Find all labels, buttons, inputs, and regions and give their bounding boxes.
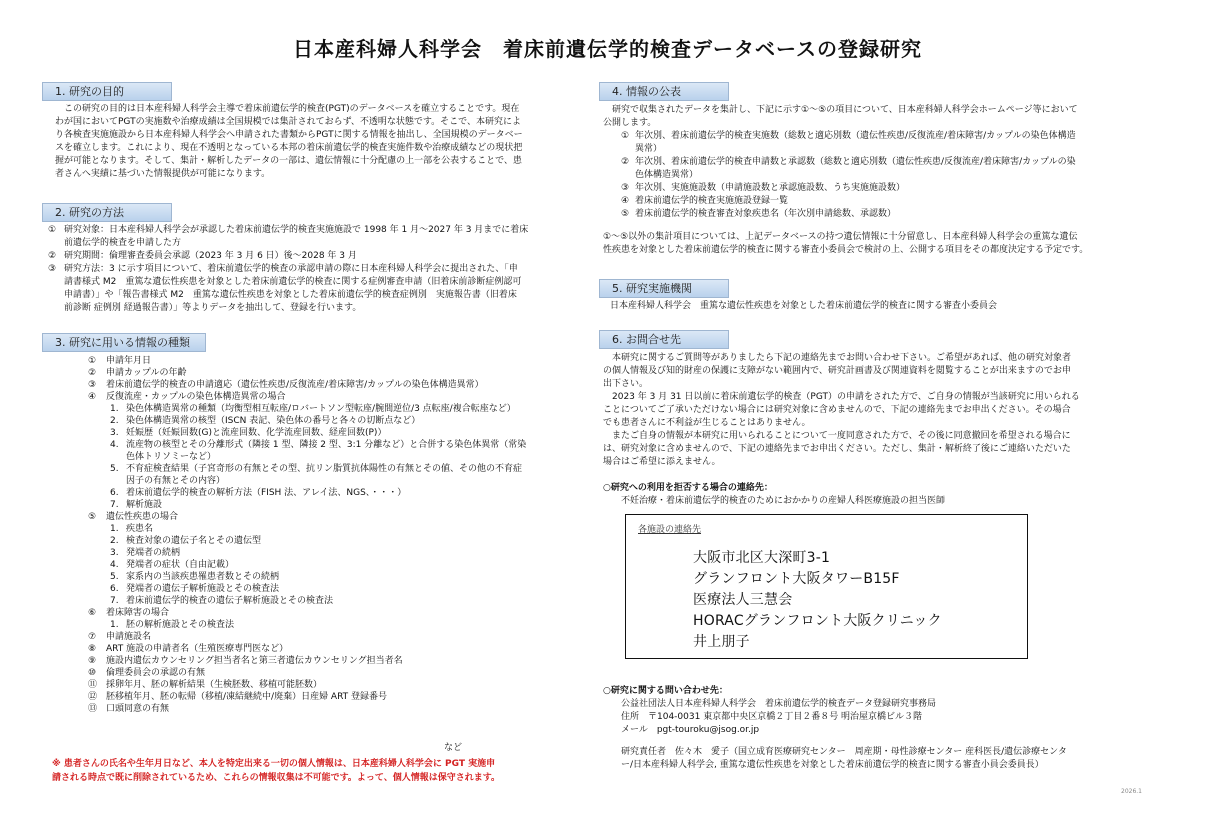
s3-item [88,655,598,667]
s3-subitem [88,451,598,463]
address-line: 大阪市北区大深町3-1 [693,550,831,566]
s6-line: の個人情報及び知的財産の保護に支障がない範囲内で、研究計画書及び関連資料を閲覧することが出来ますのでお申 [603,366,1071,376]
s4-item-line: 着床前遺伝学的検査実施施設登録一覧 [635,196,789,206]
s4-item-line: 色体構造異常） [635,170,699,180]
s4-items [603,130,1163,221]
s3-item [88,631,598,643]
s4-item [621,208,1163,221]
s6-line: 本研究に関するご質問等がありましたら下記の連絡先までお問い合わせ下さい。ご希望があれば、他の研究対象者 [612,353,1072,363]
s4-item-line: 着床前遺伝学的検査審査対象疾患名（年次別申請総数、承認数） [635,209,897,219]
s6-line: ことについてご了承いただけない場合には研究対象に含めませんので、下記の連絡先までお申出ください。その場合 [603,405,1071,415]
principal-investigator [621,746,1166,772]
section-4-body [603,104,1163,257]
s4-item-number: ④ [621,196,630,206]
s3-item-text: 発端者の症状（自由記載） [126,560,235,570]
s3-item-text: 染色体構造異常の核型（ISCN 表記、染色体の番号と各々の切断点など） [126,416,421,426]
s3-item-number: 2. [110,416,119,426]
s3-subitem [88,403,598,415]
s3-item-number: ⑥ [88,608,97,618]
s3-item-number: ③ [88,380,97,390]
s6-line: でも患者さんに不利益が生じることはありません。 [603,418,811,428]
section-6-heading: 6. お問合せ先 [599,330,729,349]
s3-item-number [110,451,126,463]
s6-line: 出下さい。 [603,379,649,389]
s6-line: またご自身の情報が本研究に用いられることについて一度同意された方で、その後に同意撤回を希望される場合に [612,431,1071,441]
s3-item-text: 疾患名 [126,524,154,534]
s3-item-text: 検査対象の遺伝子名とその遺伝型 [126,536,262,546]
s1-line: 握が可能となります。そして、集計・解析したデータの一部は、遺伝情報に十分配慮の上一部を公表することで、患 [55,156,522,166]
s3-item [88,607,598,619]
s3-item-text: 反復流産・カップルの染色体構造異常の場合 [106,392,286,402]
s3-item-number: ⑩ [88,668,97,678]
s3-item-text: 着床障害の場合 [106,608,170,618]
address-line: グランフロント大阪タワーB15F [693,571,900,587]
address-line: HORACグランフロント大阪クリニック [693,613,942,629]
s3-item-number: ① [88,356,97,366]
s3-subitem [88,619,598,631]
s3-item-text: 発端者の続柄 [126,548,181,558]
s2-item [48,263,596,315]
s3-subitem [88,571,598,583]
s3-item [88,667,598,679]
s3-item-number: 1. [110,524,119,534]
section-3-list [88,355,598,715]
s3-item-number [110,475,126,487]
s4-item-number: ① [621,131,630,141]
s6-line: 場合はご希望に添えません。 [603,457,721,467]
s3-item [88,679,598,691]
s3-item-text: 口頭同意の有無 [106,704,170,714]
refuse-subtitle: 不妊治療・着床前遺伝学的検査のためにおかかりの産婦人科医療施設の担当医師 [621,496,946,506]
s4-item [621,156,1163,182]
s3-item-number: ⑬ [88,704,98,714]
section-6-body [603,352,1168,469]
s1-line: わが国においてPGTの実施数や治療成績は全国規模では集計されておらず、不透明な状態です。そこで、本研究によ [55,117,521,127]
s2-item-line: 研究期間：倫理審査委員会承認（2023 年 3 月 6 日）後～2028 年 3 月 [64,251,357,261]
footer-code: 2026.1 [1121,788,1142,795]
pi-line: ー/日本産科婦人科学会, 重篤な遺伝性疾患を対象とした着床前遺伝学的検査に関する審査小員会委員長） [621,760,1044,770]
s2-item-line: 前遺伝学的検査を申請した方 [64,238,182,248]
s3-item-text: 遺伝性疾患の場合 [106,512,179,522]
s2-item-line: 研究対象：日本産科婦人科学会が承認した着床前遺伝学的検査実施施設で 1998 年 1 月～2027 年 3 月までに着床 [64,225,529,235]
section-5-text: 日本産科婦人科学会 重篤な遺伝性疾患を対象とした着床前遺伝学的検査に関する審査小委員会 [610,301,998,311]
inquiry-title: ○研究に関する問い合わせ先： [603,686,728,696]
s3-item-number: 4. [110,560,119,570]
s4-item [621,182,1163,195]
s2-item [48,224,596,250]
s2-item-line: 研究方法：3 に示す項目について、着床前遺伝学的検査の承認申請の際に日本産科婦人科学会に提出された、「申 [64,264,518,274]
s3-subitem [88,595,598,607]
s3-item [88,367,598,379]
inquiry-line: 公益社団法人日本産科婦人科学会 着床前遺伝学的検査データ登録研究事務局 [621,699,937,709]
s1-line: この研究の目的は日本産科婦人科学会主導で着床前遺伝学的検査(PGT)のデータベースを確立することです。現在 [64,104,520,114]
s4-item-line: 年次別、着床前遺伝学的検査実施数（総数と適応別数（遺伝性疾患/反復流産/着床障害/カップルの染色体構造 [635,131,1076,141]
s3-item-number: ⑨ [88,656,97,666]
refuse-contact [603,482,1168,508]
s4-item-number: ⑤ [621,209,630,219]
s3-item [88,691,598,703]
s3-item-text: 発端者の遺伝子解析施設とその検査法 [126,584,280,594]
privacy-note-line: ※ 患者さんの氏名や生年月日など、本人を特定出来る一切の個人情報は、日本産科婦人科学会に PGT 実施申 [52,759,496,769]
s3-item-number: ④ [88,392,97,402]
s3-item [88,511,598,523]
s4-item-number: ② [621,157,630,167]
contact-box [625,514,1028,659]
s1-line: 者さんへ実績に基づいた情報提供が可能になります。 [55,169,271,179]
s3-subitem [88,475,598,487]
s3-item-number: 1. [110,620,119,630]
section-2-body [48,224,596,315]
s3-item-number: ⑤ [88,512,97,522]
s4-item-line: 異常） [635,144,663,154]
s3-item-text: 染色体構造異常の種類（均衡型相互転座/ロバートソン型転座/腕間逆位/3 点転座/複合転座など） [126,404,516,414]
s3-item-number: 5. [110,572,119,582]
s3-item-text: 着床前遺伝学的検査の解析方法（FISH 法、アレイ法、NGS、・・・） [126,488,407,498]
s3-item-text: 胚の解析施設とその検査法 [126,620,235,630]
s3-item-number: ② [88,368,97,378]
s2-item-line: 前診断 症例別 経過報告書）」等よりデータを抽出して、登録を行います。 [64,303,362,313]
s3-item-text: ART 施設の申請者名（生殖医療専門医など） [106,644,289,654]
s3-item-text: 施設内遺伝カウンセリング担当者名と第三者遺伝カウンセリング担当者名 [106,656,403,666]
s4-item [621,195,1163,208]
s3-item-number: ⑫ [88,692,98,702]
s4-after-line: ①～⑤以外の集計項目については、上記データベースの持つ遺伝情報に十分留意し、日本産科婦人科学会の重篤な遺伝 [603,232,1078,242]
contact-address [693,548,942,653]
s2-item-line: 請書様式 M2 重篤な遺伝性疾患を対象とした着床前遺伝学的検査に関する症例審査申請（旧着床前診断症例認可 [64,277,522,287]
s3-item-number: 6. [110,584,119,594]
s2-item-line: 申請書）」や「報告書様式 M2 重篤な遺伝性疾患を対象とした着床前遺伝学的検査症例別 実施報告書（旧着床 [64,290,517,300]
s3-item-text: 因子の有無とその内容） [126,476,226,486]
s3-item-text: 胚移植年月、胚の転帰（移植/凍結継続中/廃棄）日産婦 ART 登録番号 [106,692,388,702]
s3-item-number: 2. [110,536,119,546]
s3-item [88,703,598,715]
s3-item-number: 7. [110,596,119,606]
s3-item-text: 色体トリソミーなど） [126,452,217,462]
s3-item-number: 3. [110,548,119,558]
s3-subitem [88,415,598,427]
s3-item-number: 3. [110,428,119,438]
s3-subitem [88,499,598,511]
s3-item-text: 流産物の核型とその分離形式（隣接 1 型、隣接 2 型、3:1 分離など）と合併する染色体異常（常染 [126,440,527,450]
s3-subitem [88,427,598,439]
s4-line: 研究で収集されたデータを集計し、下記に示す①～⑤の項目について、日本産科婦人科学会ホームページ等において [612,105,1078,115]
s3-item-text: 申請カップルの年齢 [106,368,187,378]
inquiry-email: メール pgt-touroku@jsog.or.jp [621,725,760,735]
s3-item [88,379,598,391]
s3-item-number: ⑪ [88,680,98,690]
s3-subitem [88,523,598,535]
s3-item-number: ⑧ [88,644,97,654]
s2-item [48,250,596,263]
section-4-heading: 4. 情報の公表 [599,82,729,101]
s3-subitem [88,535,598,547]
section-1-body [55,103,595,181]
s3-item-number: 4. [110,440,119,450]
s3-item-number: 1. [110,404,119,414]
privacy-note [52,757,602,785]
s1-line: り各検査実施施設から日本産科婦人科学会へ申請された書類からPGTに関する情報を抽出し、全国規模のデータベー [55,130,523,140]
section-1-heading: 1. 研究の目的 [42,82,172,101]
s4-item-line: 年次別、着床前遺伝学的検査申請数と承認数（総数と適応別数（遺伝性疾患/反復流産/着床障害/カップルの染 [635,157,1076,167]
s3-item-number: 5. [110,464,119,474]
s3-subitem [88,559,598,571]
s3-item-text: 採卵年月、胚の解析結果（生検胚数、移植可能胚数） [106,680,323,690]
inquiry-lines [603,698,1168,737]
page-title: 日本産科婦人科学会 着床前遺伝学的検査データベースの登録研究 [293,37,922,61]
s3-item-text: 家系内の当該疾患罹患者数とその続柄 [126,572,280,582]
s1-line: スを確立します。これにより、現在不透明となっている本邦の着床前遺伝学的検査実施件数や治療成績などの現状把 [55,143,523,153]
section-2-heading: 2. 研究の方法 [42,203,172,222]
section-5-heading: 5. 研究実施機関 [599,279,729,298]
privacy-note-line: 請される時点で既に削除されているため、これらの情報収集は不可能です。よって、個人情報は保守されます。 [52,773,501,783]
s3-item-text: 解析施設 [126,500,163,510]
s3-subitem [88,487,598,499]
s3-subitem [88,583,598,595]
s4-item-number: ③ [621,183,630,193]
s3-item-number: 7. [110,500,119,510]
s6-line: 2023 年 3 月 31 日以前に着床前遺伝学的検査（PGT）の申請をされた方で、ご自身の情報が当該研究に用いられる [612,392,1080,402]
s3-item-text: 不育症検査結果（子宮奇形の有無とその型、抗リン脂質抗体陽性の有無とその値、その他の不育症 [126,464,523,474]
contact-box-label: 各施設の連絡先 [638,525,702,535]
inquiry-line: 住所 〒104-0031 東京都中央区京橋２丁目２番８号 明治屋京橋ビル３階 [621,712,923,722]
s2-item-number: ③ [48,264,57,274]
s3-subitem [88,547,598,559]
s6-line: は、研究対象に含めませんので、下記の連絡先までお申出ください。ただし、集計・解析終了後にご連絡いただいた [603,444,1071,454]
s2-item-number: ① [48,225,57,235]
address-line: 医療法人三慧会 [693,592,793,608]
s4-after-line: 性疾患を対象とした着床前遺伝学的検査に関する審査小委員会で検討の上、公開する項目をその都度決定する予定です。 [603,245,1089,255]
address-line: 井上朋子 [693,634,750,650]
s3-item-text: 倫理委員会の承認の有無 [106,668,206,678]
s3-nado: など [444,743,463,753]
s3-item-text: 妊娠歴（妊娠回数(G)と流産回数、化学流産回数、経産回数(P)） [126,428,387,438]
s3-item-number: ⑦ [88,632,97,642]
pi-line: 研究責任者 佐々木 愛子（国立成育医療研究センター 周産期・母性診療センター 産科医長/遺伝診療センタ [621,747,1067,757]
s3-item [88,355,598,367]
s3-item-text: 申請施設名 [106,632,152,642]
s3-subitem [88,439,598,451]
s3-item-text: 着床前遺伝学的検査の申請適応（遺伝性疾患/反復流産/着床障害/カップルの染色体構造異常） [106,380,484,390]
s4-item-line: 年次別、実施施設数（申請施設数と承認施設数、うち実施施設数） [635,183,906,193]
section-3-heading: 3. 研究に用いる情報の種類 [42,333,206,352]
s4-line: 公開します。 [603,118,657,128]
s4-item [621,130,1163,156]
s3-item-number: 6. [110,488,119,498]
s3-item [88,391,598,403]
s2-item-number: ② [48,251,57,261]
inquiry-contact [603,685,1168,737]
s3-subitem [88,463,598,475]
s3-item-text: 申請年月日 [106,356,152,366]
s3-item-text: 着床前遺伝学的検査の遺伝子解析施設とその検査法 [126,596,334,606]
refuse-title: ○研究への利用を拒否する場合の連絡先： [603,483,773,493]
s3-item [88,643,598,655]
